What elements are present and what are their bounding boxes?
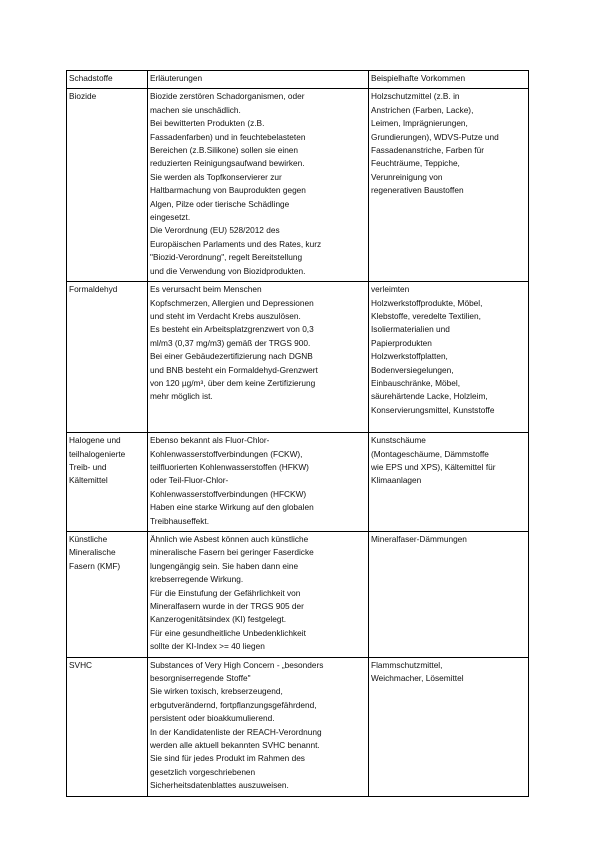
explanation-cell: Es verursacht beim Menschen Kopfschmerzen, Allergien und Depressionen und steht im Verdacht Krebs auszulösen. Es besteht ein Arbeitsplatzgrenzwert von 0,3 ml/m3 (0,37 mg/m3) gemäß der TRGS 900. Bei einer Gebäudezertifizierung nach DGNB und BNB besteht ein Formaldehyd-Grenzwert von 120 µg/m³, über dem keine Zertifizierung mehr möglich ist.: [148, 282, 369, 433]
header-cell-examples: Beispielhafte Vorkommen: [369, 71, 529, 89]
table-row: [67, 657, 529, 796]
header-cell-explanations: Erläuterungen: [148, 71, 369, 89]
table-row: [67, 531, 529, 657]
header-cell-pollutants: Schadstoffe: [67, 71, 148, 89]
examples-cell: Kunstschäume (Montageschäume, Dämmstoffe wie EPS und XPS), Kältemittel für Klimaanlagen: [369, 433, 529, 532]
examples-cell: Holzschutzmittel (z.B. in Anstrichen (Farben, Lacke), Leimen, Imprägnierungen, Grundierungen), WDVS-Putze und Fassadenanstriche, Farben für Feuchträume, Teppiche, Verunreinigung von regenerativen Baustoffen: [369, 89, 529, 282]
pollutant-name-cell: Halogene und teilhalogenierte Treib- und Kältemittel: [67, 433, 148, 532]
pollutant-name-cell: Formaldehyd: [67, 282, 148, 433]
table-header-row: [67, 71, 529, 89]
table-row: [67, 433, 529, 532]
pollutant-name-cell: SVHC: [67, 657, 148, 796]
table-row: [67, 282, 529, 433]
pollutant-name-cell: Künstliche Mineralische Fasern (KMF): [67, 531, 148, 657]
pollutant-name-cell: Biozide: [67, 89, 148, 282]
pollutants-table: [66, 70, 529, 797]
explanation-cell: Ähnlich wie Asbest können auch künstliche mineralische Fasern bei geringer Faserdicke lungengängig sein. Sie haben dann eine krebserregende Wirkung. Für die Einstufung der Gefährlichkeit von Mineralfasern wurde in der TRGS 905 der Kanzerogenitätsindex (KI) festgelegt. Für eine gesundheitliche Unbedenklichkeit sollte der KI-Index >= 40 liegen: [148, 531, 369, 657]
examples-cell: Mineralfaser-Dämmungen: [369, 531, 529, 657]
table-row: [67, 89, 529, 282]
explanation-cell: Ebenso bekannt als Fluor-Chlor- Kohlenwasserstoffverbindungen (FCKW), teilfluorierten Kohlenwasserstoffen (HFKW) oder Teil-Fluor-Chlor- Kohlenwasserstoffverbindungen (HFCKW) Haben eine starke Wirkung auf den globalen Treibhauseffekt.: [148, 433, 369, 532]
examples-cell: Flammschutzmittel, Weichmacher, Lösemittel: [369, 657, 529, 796]
explanation-cell: Substances of Very High Concern - „besonders besorgniserregende Stoffe" Sie wirken toxisch, krebserzeugend, erbgutverändernd, fortpflanzungsgefährdend, persistent oder bioakkumulierend. In der Kandidatenliste der REACH-Verordnung werden alle aktuell bekannten SVHC benannt. Sie sind für jedes Produkt im Rahmen des gesetzlich vorgeschriebenen Sicherheitsdatenblattes auszuweisen.: [148, 657, 369, 796]
explanation-cell: Biozide zerstören Schadorganismen, oder machen sie unschädlich. Bei bewitterten Produkten (z.B. Fassadenfarben) und in feuchtebelasteten Bereichen (z.B.Silikone) sollen sie einen reduzierten Reinigungsaufwand bewirken. Sie werden als Topfkonservierer zur Haltbarmachung von Bauprodukten gegen Algen, Pilze oder tierische Schädlinge eingesetzt. Die Verordnung (EU) 528/2012 des Europäischen Parlaments und des Rates, kurz "Biozid-Verordnung", regelt Bereitstellung und die Verwendung von Biozidprodukten.: [148, 89, 369, 282]
examples-cell: verleimten Holzwerkstoffprodukte, Möbel, Klebstoffe, veredelte Textilien, Isoliermaterialien und Papierprodukten Holzwerkstoffplatten, Bodenversiegelungen, Einbauschränke, Möbel, säurehärtende Lacke, Holzleim, Konservierungsmittel, Kunststoffe: [369, 282, 529, 433]
